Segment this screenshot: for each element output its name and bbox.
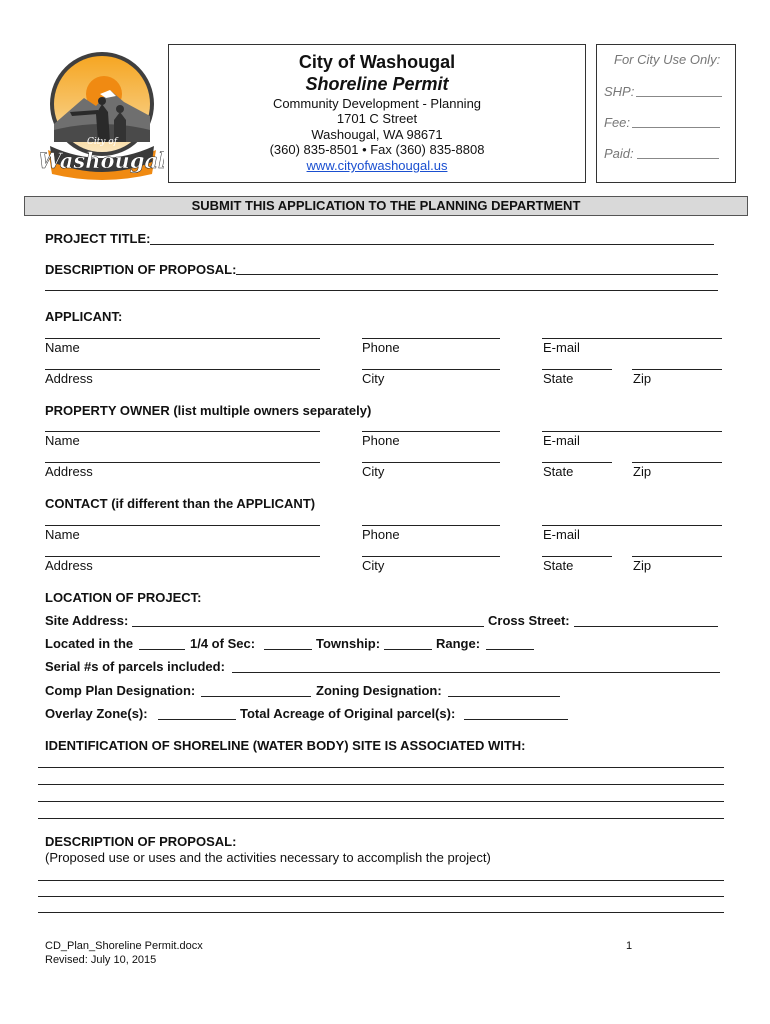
owner-state-field[interactable] bbox=[542, 462, 612, 463]
permit-title: Shoreline Permit bbox=[305, 74, 449, 94]
applicant-phone-label: Phone bbox=[362, 340, 400, 355]
applicant-phone-field[interactable] bbox=[362, 338, 500, 339]
footer-filename: CD_Plan_Shoreline Permit.docx bbox=[45, 940, 203, 952]
owner-city-field[interactable] bbox=[362, 462, 500, 463]
description-field[interactable] bbox=[236, 274, 718, 275]
township-label: Township: bbox=[316, 636, 381, 651]
fee-field[interactable] bbox=[632, 127, 720, 128]
located-in-label: Located in the bbox=[45, 636, 134, 651]
site-address-field[interactable] bbox=[132, 626, 484, 627]
owner-name-field[interactable] bbox=[45, 431, 320, 432]
contact-name-label: Name bbox=[45, 527, 80, 542]
contact-name-field[interactable] bbox=[45, 525, 320, 526]
owner-heading: PROPERTY OWNER (list multiple owners separately) bbox=[45, 403, 372, 418]
description2-subtitle: (Proposed use or uses and the activities necessary to accomplish the project) bbox=[45, 850, 491, 865]
applicant-address-field[interactable] bbox=[45, 369, 320, 370]
applicant-city-label: City bbox=[362, 371, 385, 386]
description2-heading: DESCRIPTION OF PROPOSAL: bbox=[45, 834, 237, 849]
quarter-field[interactable] bbox=[139, 649, 185, 650]
contact-address-field[interactable] bbox=[45, 556, 320, 557]
cross-street-field[interactable] bbox=[574, 626, 718, 627]
shoreline-heading: IDENTIFICATION OF SHORELINE (WATER BODY) SITE IS ASSOCIATED WITH: bbox=[45, 738, 526, 753]
owner-state-label: State bbox=[543, 464, 574, 479]
applicant-name-field[interactable] bbox=[45, 338, 320, 339]
applicant-city-field[interactable] bbox=[362, 369, 500, 370]
city-use-title: For City Use Only: bbox=[614, 52, 721, 67]
logo-city-name: Washougal bbox=[40, 148, 164, 173]
contact-email-label: E-mail bbox=[543, 527, 580, 542]
description2-field-1[interactable] bbox=[38, 880, 724, 881]
contact-zip-field[interactable] bbox=[632, 556, 722, 557]
acreage-field[interactable] bbox=[464, 719, 568, 720]
owner-name-label: Name bbox=[45, 433, 80, 448]
project-title-label: PROJECT TITLE: bbox=[45, 231, 151, 246]
contact-state-field[interactable] bbox=[542, 556, 612, 557]
department-line: Community Development - Planning bbox=[272, 96, 482, 111]
city-title: City of Washougal bbox=[298, 52, 456, 72]
contact-phone-label: Phone bbox=[362, 527, 400, 542]
applicant-state-field[interactable] bbox=[542, 369, 612, 370]
cross-street-label: Cross Street: bbox=[488, 613, 570, 628]
website-link[interactable]: www.cityofwashougal.us bbox=[306, 158, 448, 173]
applicant-state-label: State bbox=[543, 371, 574, 386]
section-field[interactable] bbox=[264, 649, 312, 650]
owner-email-field[interactable] bbox=[542, 431, 722, 432]
applicant-email-label: E-mail bbox=[543, 340, 580, 355]
applicant-address-label: Address bbox=[45, 371, 93, 386]
overlay-label: Overlay Zone(s): bbox=[45, 706, 148, 721]
owner-phone-label: Phone bbox=[362, 433, 400, 448]
applicant-heading: APPLICANT: bbox=[45, 309, 123, 324]
city-logo bbox=[40, 46, 164, 180]
contact-city-field[interactable] bbox=[362, 556, 500, 557]
shp-field[interactable] bbox=[636, 96, 722, 97]
owner-phone-field[interactable] bbox=[362, 431, 500, 432]
contact-email-field[interactable] bbox=[542, 525, 722, 526]
quarter-sec-label: 1/4 of Sec: bbox=[190, 636, 256, 651]
page-number: 1 bbox=[626, 940, 633, 952]
owner-city-label: City bbox=[362, 464, 385, 479]
zoning-label: Zoning Designation: bbox=[316, 683, 442, 698]
contact-state-label: State bbox=[543, 558, 574, 573]
logo-small-text: City of bbox=[86, 137, 118, 147]
phone-fax-line: (360) 835-8501 • Fax (360) 835-8808 bbox=[269, 142, 485, 157]
description-field-2[interactable] bbox=[45, 290, 718, 291]
contact-zip-label: Zip bbox=[633, 558, 652, 573]
serial-label: Serial #s of parcels included: bbox=[45, 659, 225, 674]
contact-address-label: Address bbox=[45, 558, 93, 573]
submit-banner: SUBMIT THIS APPLICATION TO THE PLANNING DEPARTMENT bbox=[24, 196, 748, 216]
owner-zip-field[interactable] bbox=[632, 462, 722, 463]
overlay-field[interactable] bbox=[158, 719, 236, 720]
description-label: DESCRIPTION OF PROPOSAL: bbox=[45, 262, 237, 277]
city-logo-graphic bbox=[40, 46, 164, 180]
shoreline-field-1[interactable] bbox=[38, 767, 724, 768]
applicant-zip-field[interactable] bbox=[632, 369, 722, 370]
contact-heading: CONTACT (if different than the APPLICANT) bbox=[45, 496, 316, 511]
owner-address-field[interactable] bbox=[45, 462, 320, 463]
city-state-line: Washougal, WA 98671 bbox=[311, 127, 443, 142]
applicant-email-field[interactable] bbox=[542, 338, 722, 339]
shoreline-field-4[interactable] bbox=[38, 818, 724, 819]
street-line: 1701 C Street bbox=[336, 111, 418, 126]
location-heading: LOCATION OF PROJECT: bbox=[45, 590, 202, 605]
shp-label: SHP: bbox=[604, 84, 635, 99]
paid-field[interactable] bbox=[637, 158, 719, 159]
site-address-label: Site Address: bbox=[45, 613, 129, 628]
range-label: Range: bbox=[436, 636, 481, 651]
contact-phone-field[interactable] bbox=[362, 525, 500, 526]
description2-field-2[interactable] bbox=[38, 896, 724, 897]
shoreline-field-3[interactable] bbox=[38, 801, 724, 802]
paid-label: Paid: bbox=[604, 146, 634, 161]
comp-plan-field[interactable] bbox=[201, 696, 311, 697]
owner-email-label: E-mail bbox=[543, 433, 580, 448]
shoreline-field-2[interactable] bbox=[38, 784, 724, 785]
project-title-field[interactable] bbox=[150, 244, 714, 245]
township-field[interactable] bbox=[384, 649, 432, 650]
comp-plan-label: Comp Plan Designation: bbox=[45, 683, 196, 698]
applicant-zip-label: Zip bbox=[633, 371, 652, 386]
owner-zip-label: Zip bbox=[633, 464, 652, 479]
footer-revised: Revised: July 10, 2015 bbox=[45, 954, 157, 966]
contact-city-label: City bbox=[362, 558, 385, 573]
fee-label: Fee: bbox=[604, 115, 631, 130]
owner-address-label: Address bbox=[45, 464, 93, 479]
applicant-name-label: Name bbox=[45, 340, 80, 355]
serial-field[interactable] bbox=[232, 672, 720, 673]
range-field[interactable] bbox=[486, 649, 534, 650]
description2-field-3[interactable] bbox=[38, 912, 724, 913]
acreage-label: Total Acreage of Original parcel(s): bbox=[240, 706, 456, 721]
zoning-field[interactable] bbox=[448, 696, 560, 697]
